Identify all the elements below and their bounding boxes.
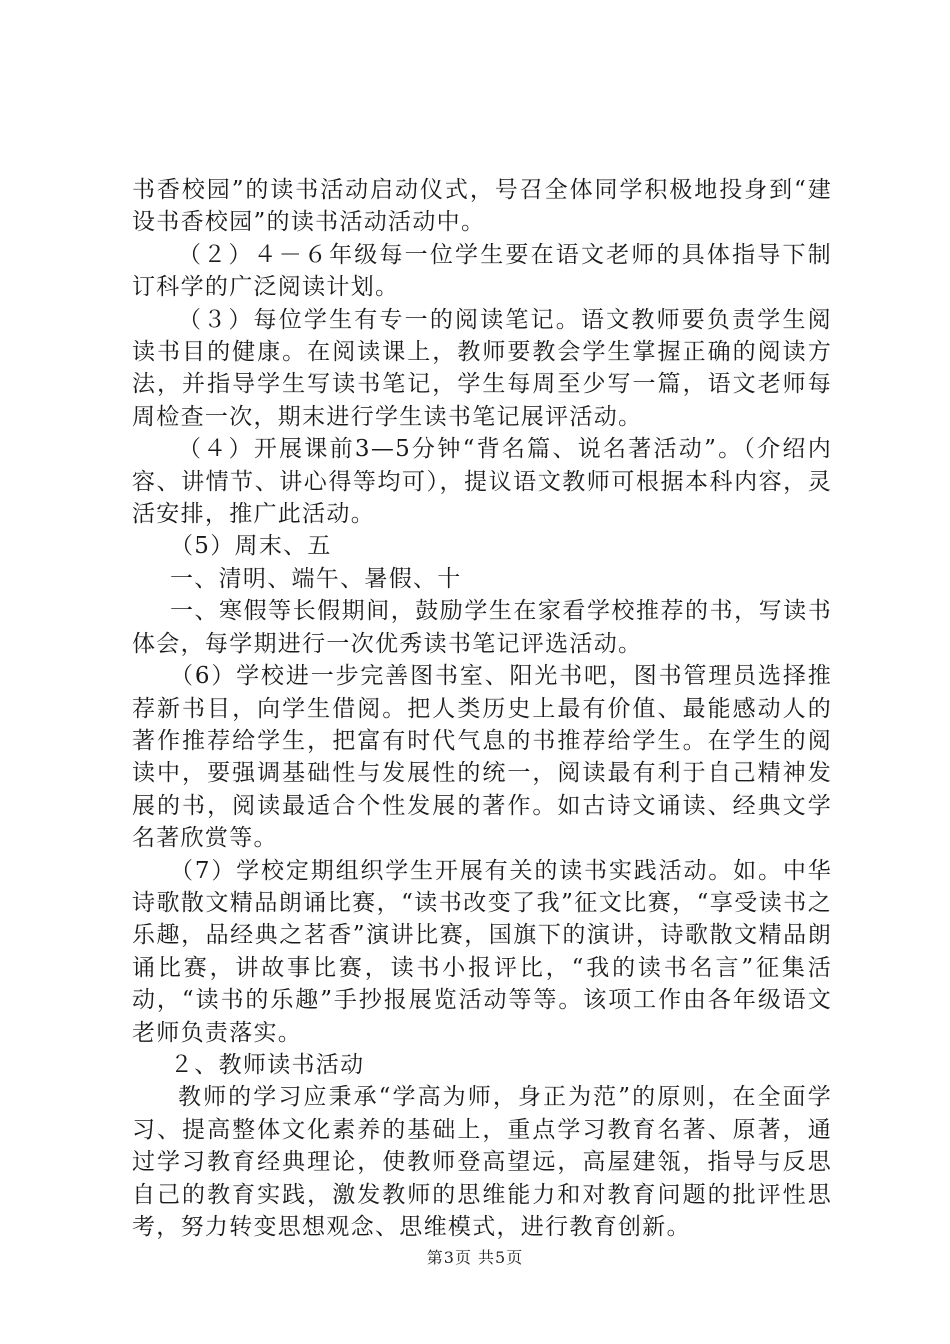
paragraph-winter-break: 一、寒假等长假期间，鼓励学生在家看学校推荐的书，写读书体会，每学期进行一次优秀读书笔记评选活动。	[132, 598, 832, 657]
paragraph-item-5: （5）周末、五	[170, 533, 332, 560]
paragraph-item-7: （7）学校定期组织学生开展有关的读书实践活动。如。中华诗歌散文精品朗诵比赛，“读书改变了我”征文比赛，“享受读书之乐趣，品经典之茗香”演讲比赛，国旗下的演讲，诗歌散文精品朗诵比赛，讲故事比赛，读书小报评比，“我的读书名言”征集活动，“读书的乐趣”手抄报展览活动等等。该项工作由各年级语文老师负责落实。	[132, 857, 832, 1046]
paragraph-teacher-study: 教师的学习应秉承“学高为师，身正为范”的原则，在全面学习、提高整体文化素养的基础上，重点学习教育名著、原著，通过学习教育经典理论，使教师登高望远，高屋建瓴，指导与反思自己的教育实践，激发教师的思维能力和对教育问题的批评性思考，努力转变思想观念、思维模式，进行教育创新。	[132, 1084, 832, 1240]
paragraph-item-2: （２）４－６年级每一位学生要在语文老师的具体指导下制订科学的广泛阅读计划。	[132, 241, 832, 301]
page-number-footer: 第3页 共5页	[426, 1248, 524, 1267]
paragraph-item-3: （３）每位学生有专一的阅读笔记。语文教师要负责学生阅读书目的健康。在阅读课上，教师要教会学生掌握正确的阅读方法，并指导学生写读书笔记，学生每周至少写一篇，语文老师每周检查一次，期末进行学生读书笔记展评活动。	[132, 306, 832, 430]
document-body	[132, 174, 832, 1243]
paragraph-item-4: （４）开展课前3—5分钟“背名篇、说名著活动”。（介绍内容、讲情节、讲心得等均可），提议语文教师可根据本科内容，灵活安排，推广此活动。	[132, 436, 832, 528]
paragraph-item-6: （6）学校进一步完善图书室、阳光书吧，图书管理员选择推荐新书目，向学生借阅。把人类历史上最有价值、最能感动人的著作推荐给学生，把富有时代气息的书推荐给学生。在学生的阅读中，要强调基础性与发展性的统一，阅读最有利于自己精神发展的书，阅读最适合个性发展的著作。如古诗文诵读、经典文学名著欣赏等。	[132, 663, 832, 852]
paragraph-opening-ceremony: 书香校园”的读书活动启动仪式，号召全体同学积极地投身到“建设书香校园”的读书活动活动中。	[132, 177, 832, 236]
paragraph-holidays-line: 一、清明、端午、暑假、十	[170, 565, 462, 592]
section-heading-teacher-reading: ２、教师读书活动	[170, 1051, 365, 1078]
